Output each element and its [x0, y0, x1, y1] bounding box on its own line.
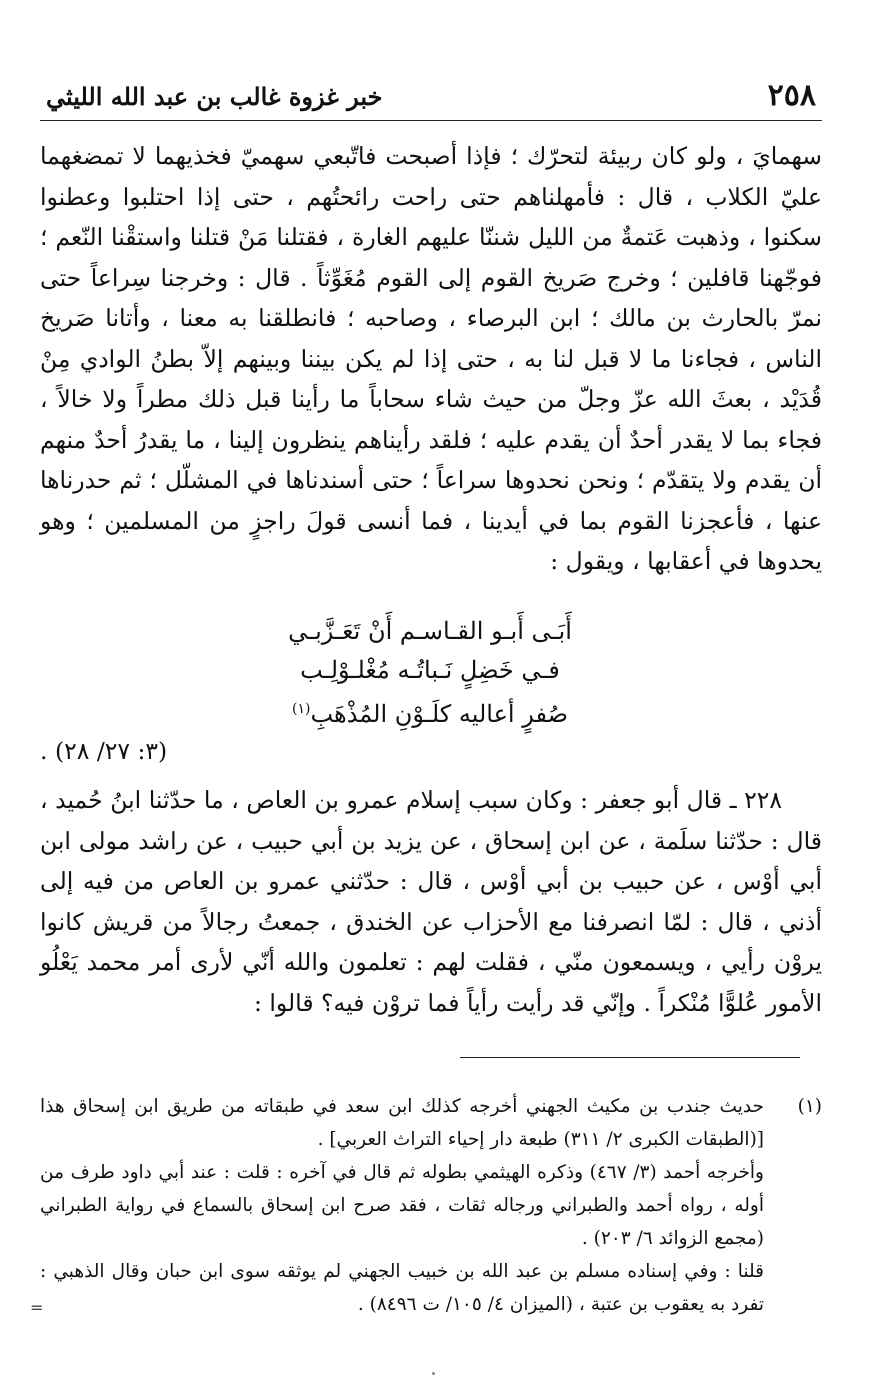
- footnotes: [40, 1090, 822, 1321]
- page-header: [40, 76, 822, 121]
- paragraph-1: سهمايَ ، ولو كان ربيئة لتحرّك ؛ فإذا أصبحت فاتّبعي سهميّ فخذيهما لا تمضغهما عليّ الكلاب ، قال : فأمهلناهم حتى راحت رائحتُهم ، حتى إذا احتلبوا وعطنوا سكنوا ، وذهبت عَتمةٌ من الليل شننّا عليهم الغارة ، فقتلنا مَنْ قتلنا واستقْنا النّعم ؛ فوجّهنا قافلين ؛ وخرج صَريخ القوم إلى القوم مُغَوِّثاً . قال : وخرجنا سِراعاً حتى نمرّ بالحارث بن مالك ؛ ابن البرصاء ، وصاحبه ؛ فانطلقنا به معنا ، وأتانا صَريخ الناس ، فجاءنا ما لا قبل لنا به ، حتى إذا لم يكن بيننا وبينهم إلاّ بطنُ الوادي مِنْ قُدَيْد ، بعثَ الله عزّ وجلّ من حيث شاء سحاباً ما رأينا قبل ذلك مطراً ولا خالاً ، فجاء بما لا يقدر أحدٌ أن يقدم عليه ؛ فلقد رأيناهم ينظرون إلينا ، ما يقدرُ أحدٌ منهم أن يقدم ولا يتقدّم ؛ ونحن نحدوها سراعاً ؛ حتى أسندناها في المشلّل ؛ ثم حدرناها عنها ، فأعجزنا القوم بما في أيدينا ، فما أنسى قولَ راجزٍ من المسلمين ؛ وهو يحدوها في أعقابها ، ويقول :: [40, 142, 823, 575]
- footnote-separator: [460, 1057, 800, 1058]
- poem-line-2: فـي خَضِلٍ نَـباتُـه مُغْلـوْلِـب: [300, 656, 560, 684]
- poem: [220, 612, 640, 734]
- margin-mark: =: [30, 1298, 44, 1317]
- footnote-body: [40, 1090, 764, 1321]
- paragraph-228: ٢٢٨ ـ قال أبو جعفر : وكان سبب إسلام عمرو بن العاص ، ما حدّثنا ابنُ حُميد ، قال : حدّثنا سلَمة ، عن ابن إسحاق ، عن يزيد بن أبي حبيب ، عن راشد مولى ابن أبي أوْس ، عن حبيب بن أبي أوْس ، قال : حدّثني عمرو بن العاص من فيه إلى أذني ، قال : لمّا انصرفنا مع الأحزاب عن الخندق ، جمعتُ رجالاً من قريش كانوا يروْن رأيي ، ويسمعون منّي ، فقلت لهم : تعلمون والله أنّي لأرى أمر محمد يَعْلُو الأمور عُلوًّا مُنْكراً . وإنّي قد رأيت رأياً فما تروْن فيه؟ قالوا :: [40, 786, 822, 1017]
- footnote-line-1: حديث جندب بن مكيث الجهني أخرجه كذلك ابن سعد في طبقاته من طريق ابن إسحاق هذا [(الطبقات الكبرى ٢/ ٣١١) طبعة دار إحياء التراث العربي] .: [40, 1096, 764, 1150]
- footnote-1: [40, 1090, 822, 1321]
- poem-line-1: أَبَـى أَبـو القـاسـم أَنْ تَعَـزَّبـي: [288, 617, 572, 645]
- footnote-line-3: قلنا : وفي إسناده مسلم بن عبد الله بن خبيب الجهني لم يوثقه سوى ابن حبان وقال الذهبي : تفرد به يعقوب بن عتبة ، (الميزان ٤/ ١٠٥/ ت ٨٤٩٦) .: [40, 1261, 764, 1315]
- footnote-number: (١): [797, 1096, 822, 1117]
- footnote-line-2: وأخرجه أحمد (٣/ ٤٦٧) وذكره الهيثمي بطوله ثم قال في آخره : قلت : عند أبي داود طرف من أوله ، رواه أحمد والطبراني ورجاله ثقات ، فقد صرح ابن إسحاق بالسماع في رواية الطبراني (مجمع الزوائد ٦/ ٢٠٣) .: [40, 1162, 764, 1249]
- running-title: خبر غزوة غالب بن عبد الله الليثي: [46, 82, 383, 111]
- poem-line-3: صُفرٍ أعاليه كلَـوْنِ المُذْهَبِ: [310, 700, 568, 728]
- poem-line-3-wrapper: [220, 690, 640, 734]
- scan-speck: [432, 1372, 435, 1375]
- footnote-marker: (١): [292, 701, 311, 717]
- volume-citation: (٣: ٢٧/ ٢٨) .: [40, 737, 168, 765]
- page-number: ٢٥٨: [767, 78, 816, 113]
- main-text: [40, 136, 822, 582]
